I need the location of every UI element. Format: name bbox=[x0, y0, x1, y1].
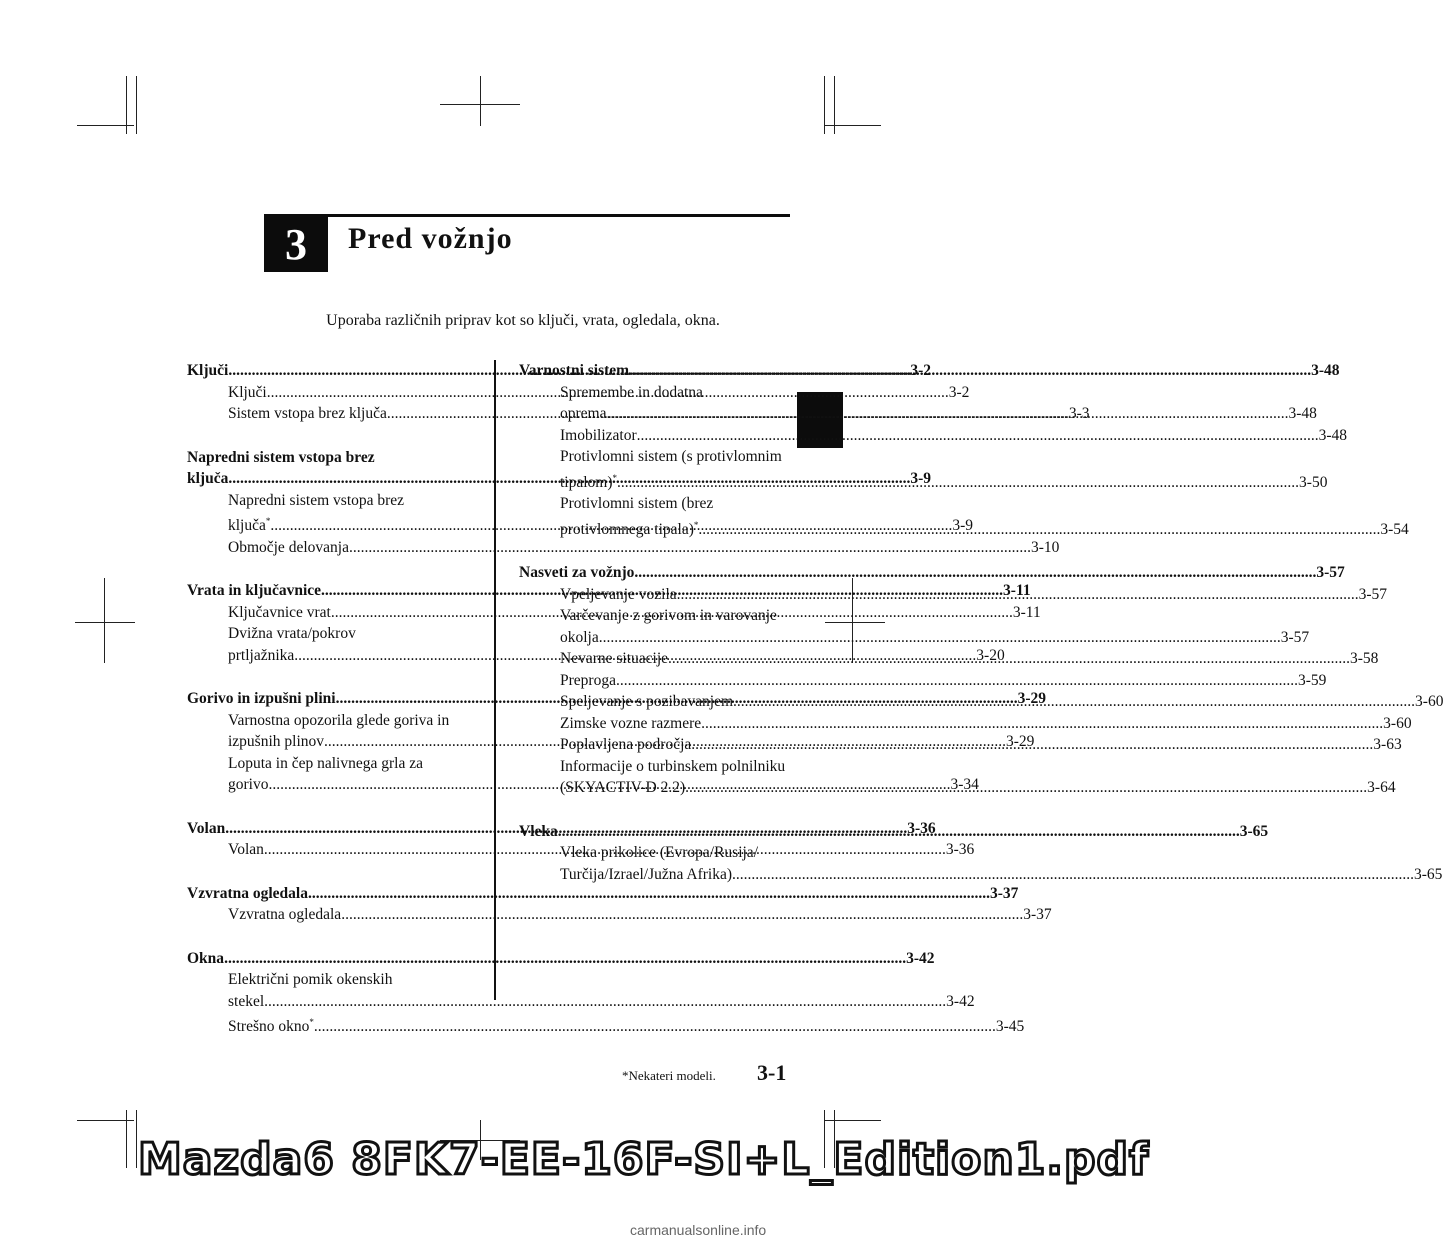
toc-page: 3-48 bbox=[1318, 426, 1348, 444]
toc-label: Varnostni sistem bbox=[519, 362, 630, 379]
toc-label: Speljevanje s pozibavanjem bbox=[560, 693, 734, 710]
crop-mark bbox=[77, 125, 134, 126]
toc-page: 3-48 bbox=[1288, 405, 1317, 422]
toc-page: 3-50 bbox=[1299, 473, 1328, 491]
toc-page: 3-45 bbox=[995, 1018, 1025, 1035]
toc-label: Vrata in ključavnice bbox=[187, 582, 322, 599]
toc-entry bbox=[519, 713, 1412, 735]
leader-dots bbox=[685, 777, 1367, 799]
toc-page: 3-2 bbox=[948, 383, 970, 401]
toc-entry bbox=[187, 991, 975, 1013]
leader-dots bbox=[668, 648, 1350, 670]
leader-dots bbox=[314, 1016, 996, 1038]
toc-entry-line: Informacije o turbinskem polnilniku bbox=[560, 757, 786, 775]
toc-label: Gorivo in izpušni plini bbox=[187, 690, 336, 707]
toc-heading bbox=[187, 948, 935, 970]
toc-entry-line: Vleka prikolice (Evropa/Rusija/ bbox=[560, 844, 758, 861]
toc-heading bbox=[187, 883, 1019, 905]
footnote-marker: * bbox=[265, 516, 271, 526]
toc-entry-line: Loputa in čep nalivnega grla za bbox=[228, 754, 423, 772]
toc-page: 3-57 bbox=[1280, 628, 1310, 646]
leader-dots bbox=[634, 562, 1316, 584]
footnote-marker: * bbox=[309, 1017, 314, 1027]
watermark: Mazda6 8FK7-EE-16F-SI+L_Edition1.pdf bbox=[138, 1134, 1150, 1185]
crop-mark bbox=[75, 622, 135, 623]
leader-dots bbox=[606, 403, 1288, 425]
leader-dots bbox=[637, 425, 1319, 447]
toc-label: Območje delovanja bbox=[228, 538, 349, 556]
toc-label: Vzvratna ogledala bbox=[228, 906, 342, 923]
toc-page: 3-42 bbox=[906, 949, 935, 967]
toc-label: Okna bbox=[187, 949, 225, 967]
toc-page: 3-37 bbox=[989, 884, 1019, 902]
crop-mark bbox=[136, 1110, 137, 1168]
toc-label: Vpeljevanje vozila bbox=[560, 585, 677, 603]
toc-label: Ključi bbox=[228, 383, 267, 401]
toc-page: 3-58 bbox=[1350, 650, 1379, 667]
toc-page: 3-60 bbox=[1383, 714, 1412, 732]
toc-heading-line: Napredni sistem vstopa brez bbox=[187, 448, 375, 466]
toc-label: Ključi bbox=[187, 362, 229, 379]
toc-label: Vzvratna ogledala bbox=[187, 884, 308, 902]
toc-page: 3-34 bbox=[950, 776, 979, 793]
toc-entry-line: Napredni sistem vstopa brez bbox=[228, 491, 405, 509]
toc-label: Sistem vstopa brez ključa bbox=[228, 405, 387, 422]
crop-mark bbox=[480, 76, 481, 126]
leader-dots bbox=[558, 821, 1240, 843]
leader-dots bbox=[629, 360, 1311, 382]
toc-page: 3-63 bbox=[1373, 736, 1402, 753]
leader-dots bbox=[701, 713, 1383, 735]
toc-page: 3-37 bbox=[1023, 906, 1052, 923]
toc-label: Volan bbox=[228, 841, 264, 858]
crop-mark bbox=[824, 1120, 881, 1121]
site-watermark: carmanualsonline.info bbox=[630, 1222, 767, 1238]
toc-page: 3-29 bbox=[1017, 690, 1047, 707]
page-number: 3-1 bbox=[757, 1060, 787, 1085]
toc-label: ključa* bbox=[228, 516, 271, 534]
toc-heading bbox=[519, 562, 1345, 584]
chapter-title: Pred vožnjo bbox=[348, 222, 513, 255]
toc-page: 3-48 bbox=[1311, 362, 1340, 379]
toc-entry-line: Dvižna vrata/pokrov bbox=[228, 625, 356, 642]
toc-label: gorivo bbox=[228, 776, 269, 793]
toc-label: Nevarne situacije bbox=[560, 650, 669, 667]
toc-page: 3-65 bbox=[1414, 865, 1443, 883]
toc-entry bbox=[187, 904, 1052, 926]
toc-entry bbox=[187, 1012, 1025, 1038]
toc-page: 3-9 bbox=[910, 470, 932, 487]
toc-page: 3-60 bbox=[1415, 693, 1443, 710]
toc-entry bbox=[519, 627, 1310, 649]
toc-entry-line: Varnostna opozorila glede goriva in bbox=[228, 711, 450, 729]
toc-entry-line: Spremembe in dodatna bbox=[560, 383, 703, 401]
toc-section bbox=[187, 883, 1052, 926]
toc-label: Turčija/Izrael/Južna Afrika) bbox=[560, 865, 733, 883]
toc-page: 3-42 bbox=[946, 992, 975, 1010]
toc-page: 3-11 bbox=[1012, 603, 1041, 621]
toc-label: okolja bbox=[560, 628, 599, 646]
leader-dots bbox=[677, 584, 1359, 606]
chapter-intro: Uporaba različnih priprav kot so ključi, vrata, ogledala, okna. bbox=[326, 312, 720, 329]
footnote-marker: * bbox=[612, 472, 618, 483]
toc-label: Strešno okno* bbox=[228, 1017, 314, 1035]
toc-page: 3-36 bbox=[945, 841, 975, 858]
toc-page: 3-36 bbox=[907, 819, 936, 837]
crop-mark bbox=[824, 125, 881, 126]
leader-dots bbox=[732, 864, 1414, 886]
toc-section bbox=[187, 948, 1025, 1038]
toc-page: 3-59 bbox=[1297, 671, 1327, 689]
footnote: *Nekateri modeli. bbox=[622, 1068, 716, 1083]
leader-dots bbox=[617, 472, 1299, 494]
leader-dots bbox=[698, 519, 1380, 541]
toc-page: 3-20 bbox=[976, 646, 1005, 664]
toc-label: Nasveti za vožnjo bbox=[519, 564, 635, 581]
toc-label: izpušnih plinov bbox=[228, 733, 325, 750]
toc-label: Preproga bbox=[560, 671, 616, 689]
toc-entry-line: Električni pomik okenskih bbox=[228, 971, 393, 988]
toc-label: Volan bbox=[187, 819, 226, 837]
toc-entry-line: Protivlomni sistem (brez bbox=[560, 495, 714, 512]
toc-label: protivlomnega tipala)* bbox=[560, 519, 699, 538]
toc-page: 3-57 bbox=[1358, 585, 1388, 603]
chapter-number: 3 bbox=[264, 217, 328, 272]
toc-page: 3-3 bbox=[1068, 405, 1090, 422]
toc-label: oprema bbox=[560, 405, 607, 422]
toc-entry-line: Varčevanje z gorivom in varovanje bbox=[560, 607, 777, 624]
chapter-rule bbox=[264, 214, 790, 217]
toc-label: Ključavnice vrat bbox=[228, 603, 331, 621]
crop-mark bbox=[126, 1110, 127, 1168]
toc-page: 3-9 bbox=[952, 517, 974, 534]
toc-label: Poplavljena področja bbox=[560, 736, 692, 753]
toc-label: (SKYACTIV-D 2.2) bbox=[560, 779, 686, 796]
leader-dots bbox=[224, 948, 906, 970]
toc-label: stekel bbox=[228, 992, 265, 1010]
toc-entry bbox=[187, 537, 1060, 559]
leader-dots bbox=[691, 734, 1373, 756]
crop-mark bbox=[136, 76, 137, 134]
leader-dots bbox=[599, 627, 1281, 649]
toc-entry-line: Protivlomni sistem (s protivlomnim bbox=[560, 448, 782, 465]
toc-label: ključa bbox=[187, 470, 229, 487]
toc-label: Imobilizator bbox=[560, 426, 637, 444]
toc-label: Vleka bbox=[519, 822, 558, 840]
toc-page: 3-10 bbox=[1030, 538, 1060, 556]
leader-dots bbox=[733, 691, 1415, 713]
toc-label: Zimske vozne razmere bbox=[560, 714, 702, 732]
toc-label: tipalom)* bbox=[560, 472, 618, 491]
crop-mark bbox=[104, 578, 105, 663]
crop-mark bbox=[440, 104, 520, 105]
toc-entry bbox=[519, 425, 1348, 447]
crop-mark bbox=[77, 1120, 134, 1121]
toc-page: 3-54 bbox=[1380, 520, 1409, 538]
toc-page: 3-64 bbox=[1367, 779, 1396, 796]
leader-dots bbox=[264, 991, 946, 1013]
footnote-marker: * bbox=[693, 519, 699, 530]
toc-page: 3-11 bbox=[1003, 582, 1031, 599]
toc-page: 3-29 bbox=[1006, 733, 1035, 750]
leader-dots bbox=[616, 670, 1298, 692]
leader-dots bbox=[341, 904, 1023, 926]
toc-page: 3-2 bbox=[910, 362, 932, 379]
toc-page: 3-65 bbox=[1239, 822, 1269, 840]
toc-entry bbox=[519, 670, 1327, 692]
toc-label: prtljažnika bbox=[228, 646, 295, 664]
toc-page: 3-57 bbox=[1316, 564, 1345, 581]
toc-entry bbox=[519, 864, 1443, 886]
